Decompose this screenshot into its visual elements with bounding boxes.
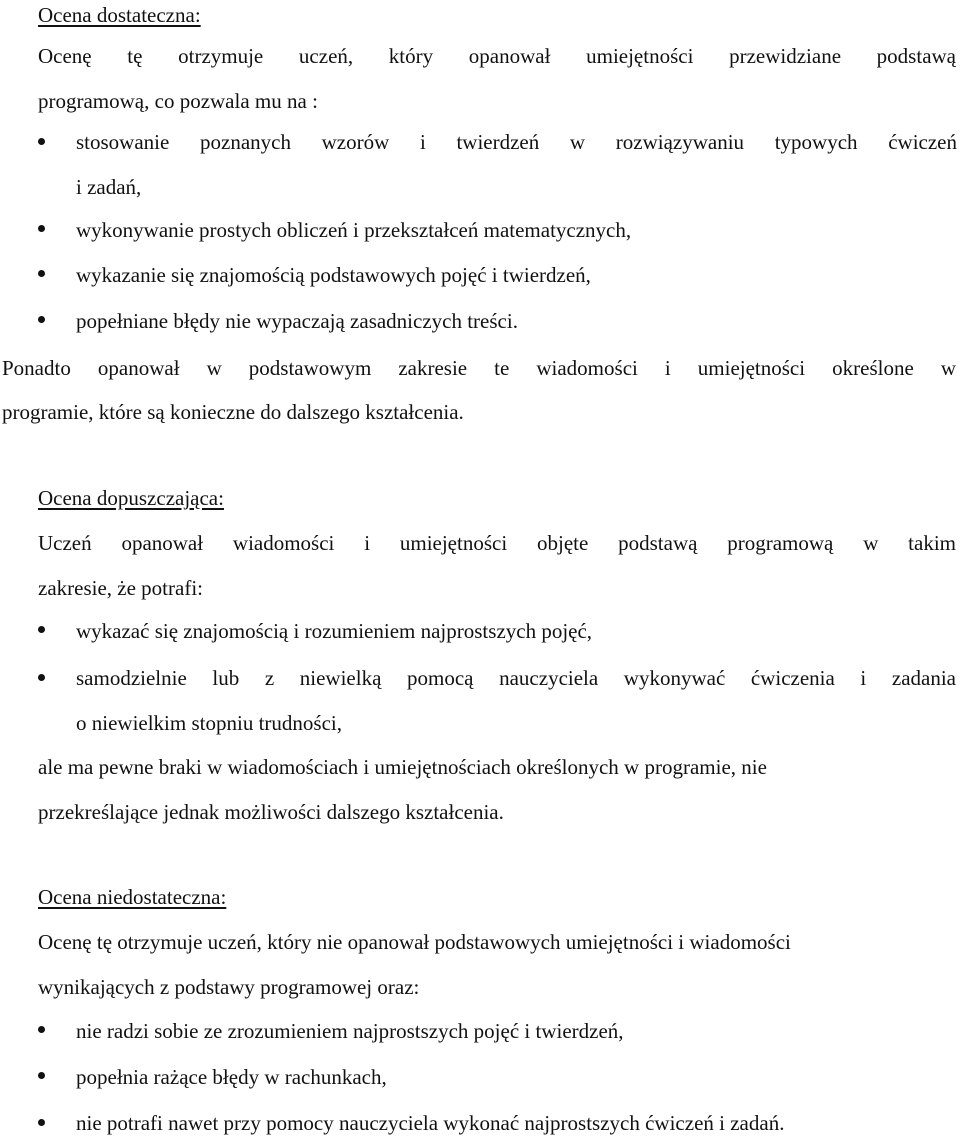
intro-line: Ocenę tę otrzymuje uczeń, który opanował umiejętności przewidziane podstawą [38, 44, 956, 68]
outro-line: przekreślające jednak możliwości dalszego kształcenia. [38, 800, 504, 824]
bullet-icon [38, 138, 45, 145]
list-item: wykazanie się znajomością podstawowych pojęć i twierdzeń, [76, 263, 591, 287]
bullet-icon [38, 270, 45, 277]
list-item: nie potrafi nawet przy pomocy nauczyciela wykonać najprostszych ćwiczeń i zadań. [76, 1111, 785, 1135]
list-item: stosowanie poznanych wzorów i twierdzeń w rozwiązywaniu typowych ćwiczeń [76, 130, 957, 154]
bullet-icon [38, 626, 45, 633]
list-item: wykazać się znajomością i rozumieniem najprostszych pojęć, [76, 619, 593, 643]
section-heading-niedostateczna: Ocena niedostateczna: [38, 885, 227, 909]
outro-line: Ponadto opanował w podstawowym zakresie te wiadomości i umiejętności określone w [2, 356, 956, 380]
list-item: popełniane błędy nie wypaczają zasadniczych treści. [76, 309, 518, 333]
list-item: samodzielnie lub z niewielką pomocą nauczyciela wykonywać ćwiczenia i zadania [76, 666, 956, 690]
list-item: nie radzi sobie ze zrozumieniem najprostszych pojęć i twierdzeń, [76, 1019, 624, 1043]
bullet-icon [38, 1119, 45, 1126]
bullet-icon [38, 225, 45, 232]
section-heading-dostateczna: Ocena dostateczna: [38, 3, 201, 27]
intro-line: Uczeń opanował wiadomości i umiejętności objęte podstawą programową w takim [38, 531, 956, 555]
outro-line: ale ma pewne braki w wiadomościach i umiejętnościach określonych w programie, nie [38, 755, 767, 779]
list-item-continuation: i zadań, [76, 175, 142, 199]
section-heading-dopuszczajaca: Ocena dopuszczająca: [38, 486, 224, 510]
list-item-continuation: o niewielkim stopniu trudności, [76, 711, 342, 735]
outro-line: programie, które są konieczne do dalszego kształcenia. [2, 400, 464, 424]
list-item: popełnia rażące błędy w rachunkach, [76, 1065, 387, 1089]
intro-line: Ocenę tę otrzymuje uczeń, który nie opanował podstawowych umiejętności i wiadomości [38, 930, 791, 954]
intro-line: zakresie, że potrafi: [38, 576, 203, 600]
bullet-icon [38, 1026, 45, 1033]
intro-line: programową, co pozwala mu na : [38, 89, 318, 113]
bullet-icon [38, 674, 45, 681]
list-item: wykonywanie prostych obliczeń i przekształceń matematycznych, [76, 218, 632, 242]
bullet-icon [38, 1072, 45, 1079]
bullet-icon [38, 316, 45, 323]
intro-line: wynikających z podstawy programowej oraz: [38, 975, 420, 999]
